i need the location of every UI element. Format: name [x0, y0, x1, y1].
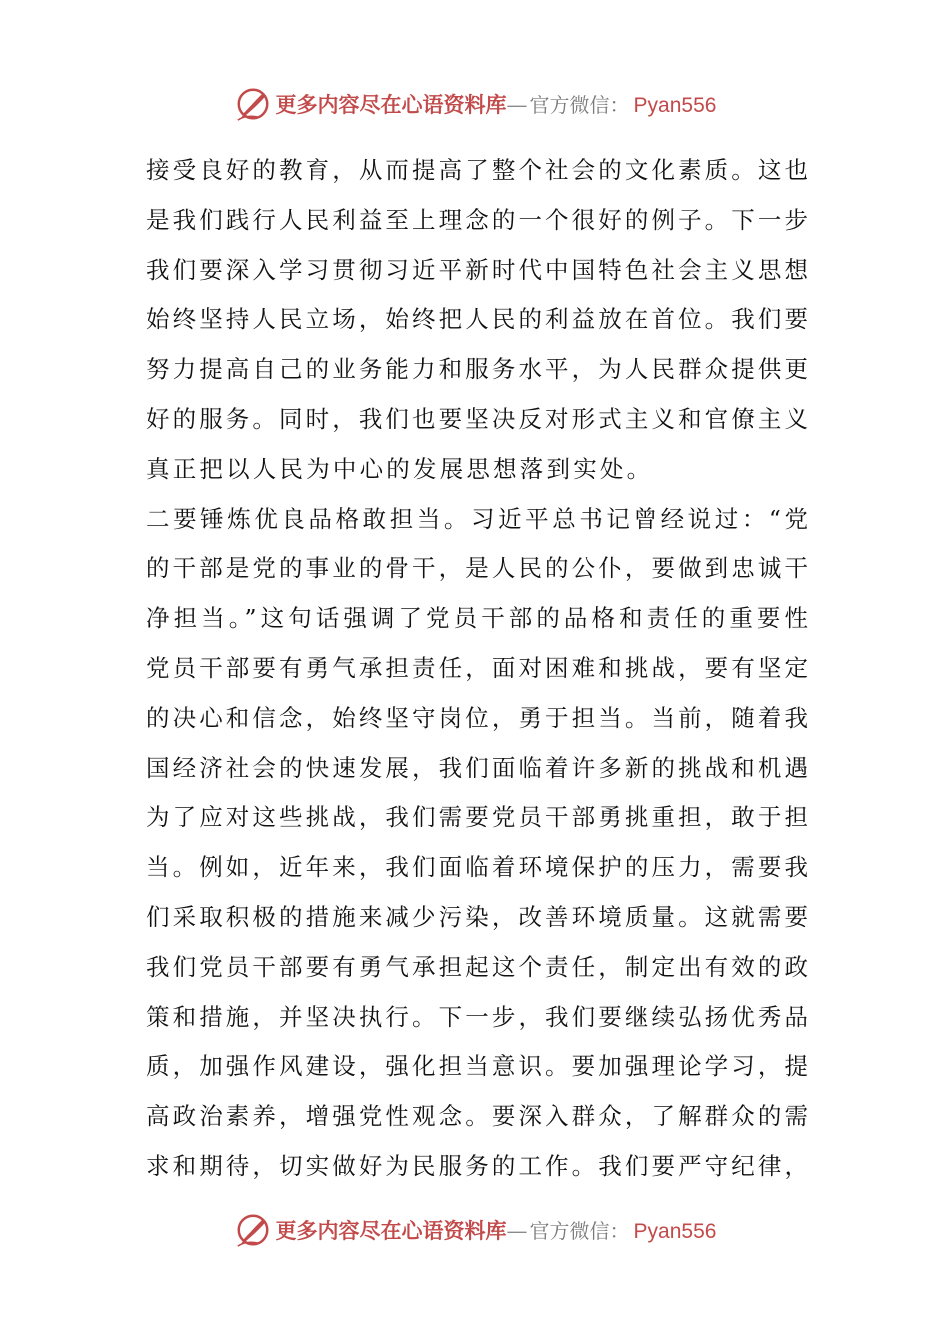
body-line: 们采取积极的措施来减少污染，改善环境质量。这就需要 — [146, 902, 808, 931]
footer-banner — [0, 1208, 950, 1252]
footer-banner-wechat-label: 官方微信： — [529, 1219, 630, 1243]
header-banner-slogan: 更多内容尽在心语资料库 — [275, 92, 507, 117]
body-line: 努力提高自己的业务能力和服务水平，为人民群众提供更 — [146, 355, 808, 384]
body-line: 策和措施，并坚决执行。下一步，我们要继续弘扬优秀品 — [146, 1002, 808, 1031]
body-line: 为了应对这些挑战，我们需要党员干部勇挑重担，敢于担 — [146, 803, 808, 832]
body-line: 始终坚持人民立场，始终把人民的利益放在首位。我们要 — [146, 305, 808, 334]
footer-banner-wechat-id: Pyan556 — [633, 1220, 717, 1243]
header-banner-wechat-id: Pyan556 — [633, 94, 717, 117]
body-line: 是我们践行人民利益至上理念的一个很好的例子。下一步 — [146, 205, 808, 234]
body-line: 的决心和信念，始终坚守岗位，勇于担当。当前，随着我 — [146, 703, 808, 732]
header-banner — [0, 82, 950, 126]
pen-nib-logo-icon — [234, 85, 272, 123]
footer-banner-slogan: 更多内容尽在心语资料库 — [275, 1218, 507, 1243]
body-line: 我们党员干部要有勇气承担起这个责任，制定出有效的政 — [146, 952, 808, 981]
header-banner-text — [276, 89, 717, 119]
footer-banner-separator: — — [506, 1219, 528, 1243]
body-line: 当。例如，近年来，我们面临着环境保护的压力，需要我 — [146, 853, 808, 882]
body-line: 党员干部要有勇气承担责任，面对困难和挑战，要有坚定 — [146, 653, 808, 682]
body-line: 求和期待，切实做好为民服务的工作。我们要严守纪律， — [146, 1151, 808, 1180]
footer-banner-text — [276, 1215, 717, 1245]
header-banner-wechat-label: 官方微信： — [529, 93, 630, 117]
body-line: 的干部是党的事业的骨干，是人民的公仆，要做到忠诚干 — [146, 554, 808, 583]
pen-nib-logo-icon — [234, 1211, 272, 1249]
header-banner-separator: — — [506, 93, 528, 117]
body-line: 净担当。”这句话强调了党员干部的品格和责任的重要性 — [146, 604, 808, 633]
body-line: 真正把以人民为中心的发展思想落到实处。 — [146, 454, 654, 483]
body-line: 国经济社会的快速发展，我们面临着许多新的挑战和机遇 — [146, 753, 808, 782]
body-line: 高政治素养，增强党性观念。要深入群众，了解群众的需 — [146, 1102, 808, 1131]
body-line: 好的服务。同时，我们也要坚决反对形式主义和官僚主义 — [146, 404, 808, 433]
body-line: 我们要深入学习贯彻习近平新时代中国特色社会主义思想 — [146, 255, 808, 284]
document-body — [146, 146, 808, 1192]
body-line: 二要锤炼优良品格敢担当。习近平总书记曾经说过：“党 — [146, 504, 808, 533]
body-line: 接受良好的教育，从而提高了整个社会的文化素质。这也 — [146, 156, 808, 184]
body-line: 质，加强作风建设，强化担当意识。要加强理论学习，提 — [146, 1052, 808, 1081]
